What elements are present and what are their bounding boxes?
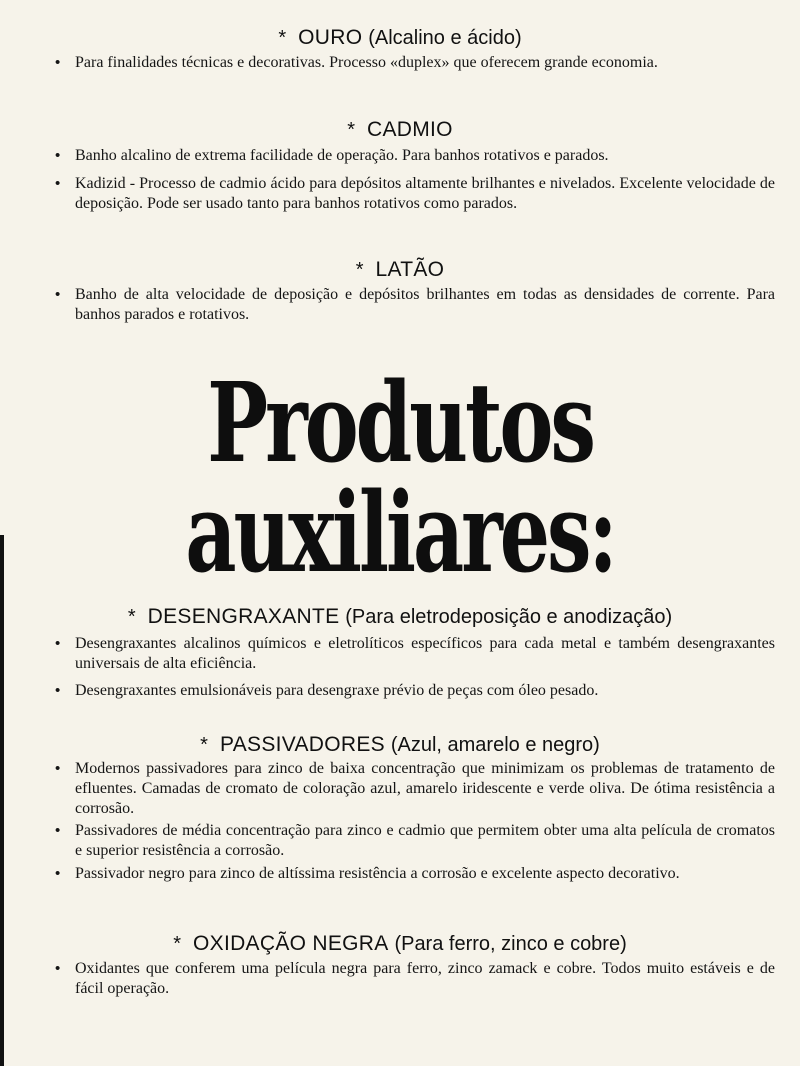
bullet-icon: • (55, 175, 61, 192)
asterisk-icon: * (200, 734, 208, 756)
asterisk-icon: * (347, 119, 355, 141)
list-item (55, 759, 775, 819)
asterisk-icon: * (127, 606, 136, 628)
asterisk-icon: * (355, 259, 364, 281)
item-text: Kadizid - Processo de cadmio ácido para depósitos altamente brilhantes e nivelados. Excelente velocidade de deposição. Pode ser usado tanto para banhos rotativos como parados. (75, 175, 775, 212)
list-item (55, 864, 775, 884)
headline-line-2: auxiliares: (185, 467, 615, 598)
list-item (55, 681, 775, 701)
item-text: Banho alcalino de extrema facilidade de operação. Para banhos rotativos e parados. (75, 147, 609, 164)
bullet-icon: • (55, 682, 61, 699)
list-item (55, 821, 775, 861)
list-item (55, 634, 775, 674)
bullet-icon: • (55, 960, 61, 977)
section-title-oxidacao-negra (0, 932, 800, 956)
item-text: Passivador negro para zinco de altíssima resistência a corrosão e excelente aspecto decorativo. (75, 865, 680, 882)
section-name: OURO (298, 26, 363, 49)
list-item (55, 959, 775, 999)
asterisk-icon: * (278, 27, 287, 49)
section-name: DESENGRAXANTE (147, 605, 340, 628)
asterisk-icon: * (173, 933, 182, 955)
section-subtitle: (Alcalino e ácido) (368, 27, 522, 49)
section-name: PASSIVADORES (219, 733, 385, 756)
bullet-icon: • (55, 147, 61, 164)
list-item (55, 285, 775, 325)
item-text: Banho de alta velocidade de deposição e depósitos brilhantes em todas as densidades de corrente. Para banhos parados e rotativos. (75, 286, 775, 323)
item-text: Oxidantes que conferem uma película negra para ferro, zinco zamack e cobre. Todos muito estáveis e de fácil operação. (75, 960, 775, 997)
item-text: Desengraxantes emulsionáveis para desengraxe prévio de peças com óleo pesado. (75, 682, 599, 699)
section-title-passivadores (0, 733, 800, 757)
section-subtitle: (Para eletrodeposição e anodização) (345, 606, 673, 628)
item-text: Desengraxantes alcalinos químicos e eletrolíticos específicos para cada metal e também desengraxantes universais de alta eficiência. (75, 635, 775, 672)
bullet-icon: • (55, 760, 61, 777)
bullet-icon: • (55, 286, 61, 303)
section-title-ouro (0, 26, 800, 50)
bullet-icon: • (55, 54, 61, 71)
section-subtitle: (Para ferro, zinco e cobre) (394, 933, 627, 955)
item-text: Para finalidades técnicas e decorativas. Processo «duplex» que oferecem grande economia. (75, 54, 658, 71)
bullet-icon: • (55, 635, 61, 652)
list-item (55, 174, 775, 214)
bullet-icon: • (55, 865, 61, 882)
bullet-icon: • (55, 822, 61, 839)
list-item (55, 53, 775, 73)
section-name: LATÃO (375, 258, 445, 281)
section-title-desengraxante (0, 605, 800, 629)
section-title-cadmio (0, 118, 800, 142)
list-item (55, 146, 775, 166)
item-text: Passivadores de média concentração para zinco e cadmio que permitem obter uma alta película de cromatos e superior resistência a corrosão. (75, 822, 775, 859)
section-subtitle: (Azul, amarelo e negro) (390, 734, 600, 756)
item-text: Modernos passivadores para zinco de baixa concentração que minimizam os problemas de tratamento de efluentes. Camadas de cromato de coloração azul, amarelo iridescente e verde oliva. De ótima resistência a corrosão. (75, 760, 775, 817)
headline-line-1: Produtos (207, 357, 593, 488)
section-name: CADMIO (366, 118, 453, 141)
section-name: OXIDAÇÃO NEGRA (193, 932, 389, 955)
section-title-latao (0, 258, 800, 282)
